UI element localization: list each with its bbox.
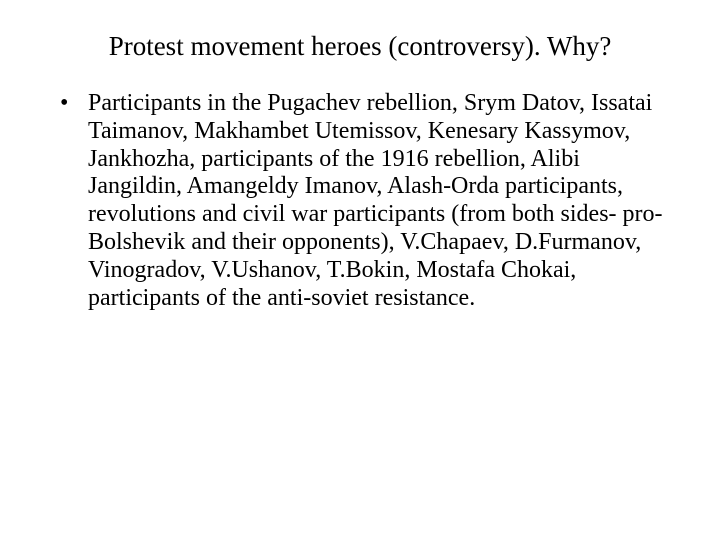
bullet-list <box>60 90 670 312</box>
slide-title: Protest movement heroes (controversy). Why? <box>108 31 612 61</box>
bullet-text: Participants in the Pugachev rebellion, Srym Datov, Issatai Taimanov, Makhambet Utemissov, Kenesary Kassymov, Jankhozha, participants of the 1916 rebellion, Alibi Jangildin, Amangeldy Imanov, Alash-Orda participants, revolutions and civil war participants (from both sides- pro-Bolshevik and their opponents), V.Chapaev, D.Furmanov, Vinogradov, V.Ushanov, T.Bokin, Mostafa Chokai, participants of the anti-soviet resistance. <box>88 90 663 311</box>
bullet-marker: • <box>60 90 69 116</box>
bullet-item <box>60 90 670 312</box>
